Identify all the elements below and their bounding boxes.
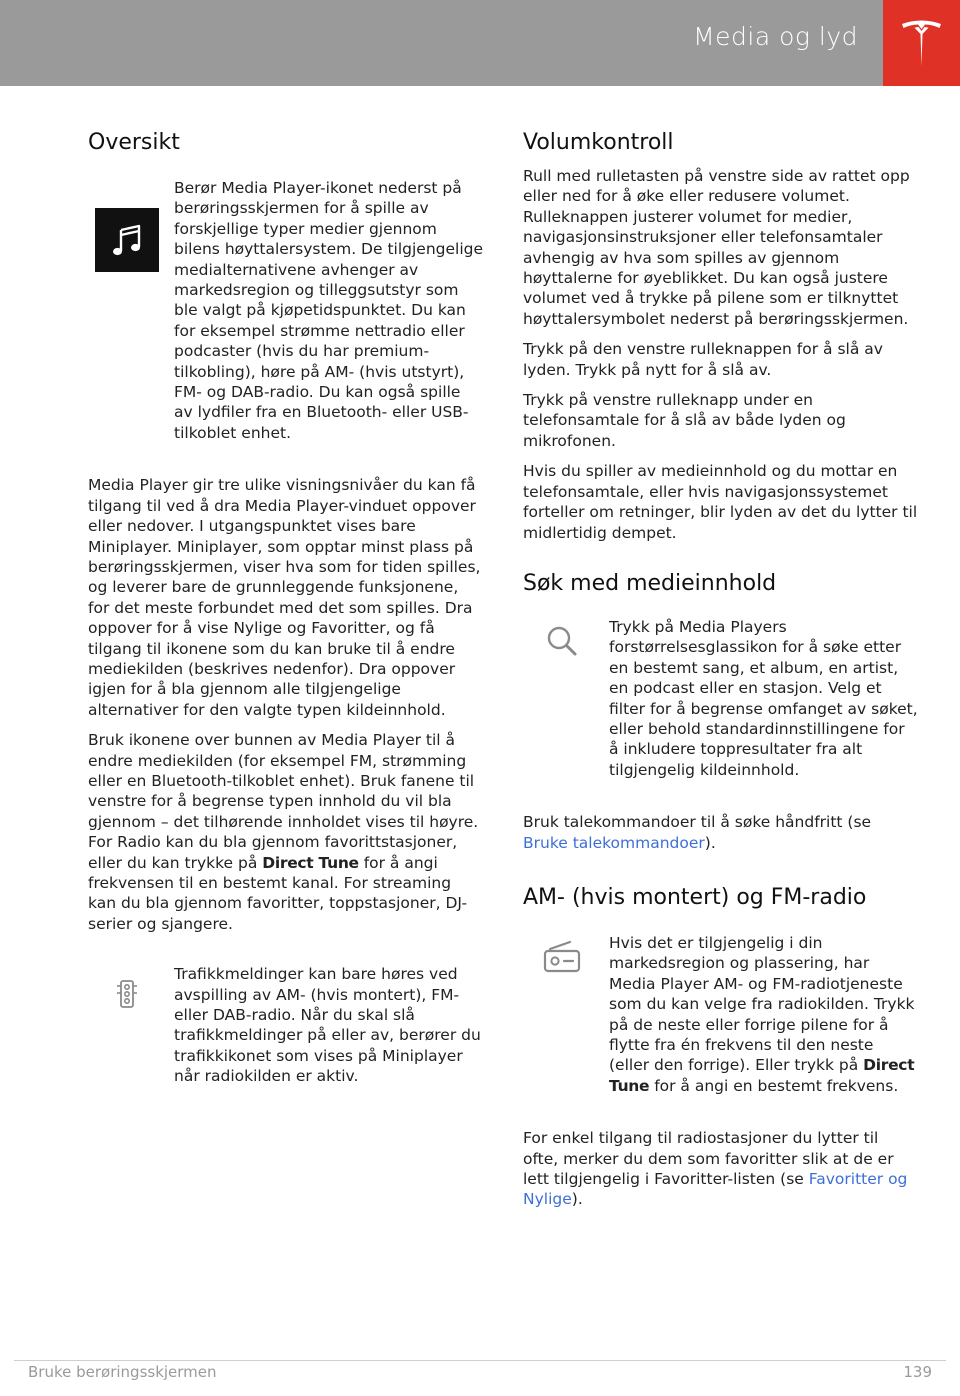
tesla-logo (883, 0, 960, 86)
traffic-light-icon (95, 962, 159, 1026)
volume-paragraph-2: Trykk på den venstre rulleknappen for å slå av lyden. Trykk på nytt for å slå av. (523, 340, 883, 379)
favorites-paragraph: For enkel tilgang til radiostasjoner du lytter til ofte, merker du dem som favoritter slik at de er lett tilgjengelig i Favoritter-listen (se Favoritter og Nylige). (523, 1129, 908, 1209)
section-heading-overview: Oversikt (88, 130, 180, 155)
radio-paragraph: Hvis det er tilgjengelig i din markedsregion og plassering, har Media Player AM- og FM-radiotjeneste som du kan velge fra radiokilden. Trykk på de neste eller forrige pilene for å flytte fra én frekvens til den neste (eller den forrige). Eller trykk på Direct Tune for å angi en bestemt frekvens. (609, 933, 915, 1095)
media-player-paragraph: Berør Media Player-ikonet nederst på berøringsskjermen for å spille av forskjellige typer medier gjennom bilens høyttalersystem. De tilgjengelige medialternativene avhenger av markedsregion og tilleggsutstyr som ble valgt på kjøpetidspunktet. Du kan for eksempel strømme nettradio eller podcaster (hvis du har premium-tilkobling), høre på AM- (hvis utstyrt), FM- og DAB-radio. Du kan også spille av lydfiler fra en Bluetooth- eller USB-tilkoblet enhet. (174, 179, 484, 442)
music-note-icon (95, 208, 159, 272)
radio-icon (530, 925, 594, 989)
voice-commands-link[interactable]: Bruke talekommandoer (523, 833, 705, 852)
volume-paragraph-1: Rull med rulletasten på venstre side av rattet opp eller ned for å øke eller redusere volumet. Rulleknappen justerer volumet for medier, navigasjonsinstruksjoner eller telefonsamtaler avhengig av hva som spilles av gjennom høyttalerne for øyeblikket. Du kan også justere volumet ved å trykke på pilene som er tilknyttet høyttalersymbolet nederst på berøringsskjermen. (523, 167, 910, 328)
right-column (523, 128, 918, 1210)
volume-paragraph-3: Trykk på venstre rulleknapp under en telefonsamtale for å slå av både lyden og mikrofonen. (523, 391, 846, 450)
tesla-logo-icon (901, 18, 942, 68)
radio-block (523, 933, 918, 1096)
footer-section-name: Bruke berøringsskjermen (28, 1363, 217, 1381)
section-heading-volume: Volumkontroll (523, 130, 674, 155)
footer-divider (14, 1360, 946, 1361)
direct-tune-label: Direct Tune (262, 853, 359, 872)
search-paragraph: Trykk på Media Players forstørrelsesglassikon for å søke etter en bestemt sang, et album, en artist, en podcast eller en stasjon. Velg et filter for å begrense omfanget av søket, eller behold standardinnstillingene for å inkludere toppresultater fra alt tilgjengelig kildeinnhold. (609, 617, 918, 779)
media-player-block (88, 178, 483, 443)
volume-paragraph-4: Hvis du spiller av medieinnhold og du mottar en telefonsamtale, eller hvis navigasjonssystemet forteller om retninger, blir lyden av det du lytter til midlertidig dempet. (523, 462, 918, 542)
page-number: 139 (903, 1363, 932, 1381)
traffic-block (88, 964, 483, 1086)
traffic-paragraph: Trafikkmeldinger kan bare høres ved avspilling av AM- (hvis montert), FM- eller DAB-radio. Når du skal slå trafikkmeldinger på eller av, berører du trafikkikonet som vises på Miniplayer når radiokilden er aktiv. (174, 965, 481, 1086)
view-levels-paragraph: Media Player gir tre ulike visningsnivåer du kan få tilgang til ved å dra Media Player-vinduet oppover eller nedover. I utgangspunktet vises bare Miniplayer. Miniplayer, som opptar minst plass på berøringsskjermen, viser hva som for tiden spilles, og leverer bare de grunnleggende funksjonene, for det meste forbundet med det som spilles. Dra oppover for å vise Nylige og Favoritter, og få tilgang til ikonene som du kan bruke til å endre mediekilden (beskrives nedenfor). Dra oppover igjen for å bla gjennom alle tilgjengelige alternativer for den valgte typen kildeinnhold. (88, 476, 481, 719)
left-column (88, 128, 483, 1087)
search-icon (530, 609, 594, 673)
chapter-title: Media og lyd (693, 22, 858, 51)
voice-command-paragraph: Bruk talekommandoer til å søke håndfritt (se Bruke talekommandoer). (523, 813, 872, 852)
search-block (523, 617, 918, 780)
favorites-link[interactable]: Favoritter og Nylige (523, 1170, 908, 1209)
page-header (0, 0, 960, 86)
direct-tune-label: Direct Tune (609, 1056, 915, 1095)
section-heading-radio: AM- (hvis montert) og FM-radio (523, 884, 867, 910)
source-icons-paragraph: Bruk ikonene over bunnen av Media Player til å endre mediekilden (for eksempel FM, strømming eller en Bluetooth-tilkoblet enhet). Bruk fanene til venstre for å begrense typen innhold du vil bla gjennom – det tilhørende innholdet vises til høyre. For Radio kan du bla gjennom favorittstasjoner, eller du kan trykke på Direct Tune for å angi frekvensen til en bestemt kanal. For streaming kan du bla gjennom favoritter, toppstasjoner, DJ-serier og sjangere. (88, 731, 479, 933)
section-heading-search: Søk med medieinnhold (523, 570, 777, 596)
